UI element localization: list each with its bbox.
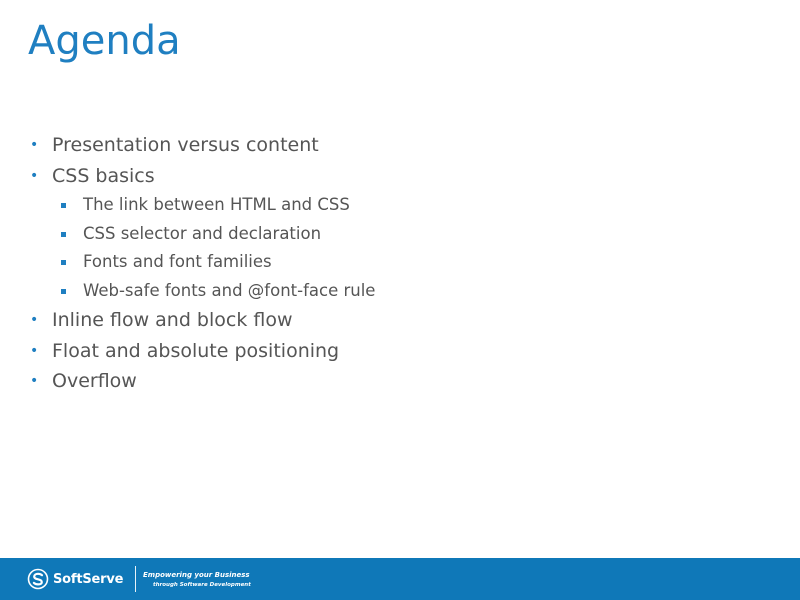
footer-divider bbox=[135, 566, 136, 592]
softserve-logo-icon bbox=[27, 568, 49, 590]
agenda-list bbox=[30, 130, 375, 397]
agenda-subitem-label: Web-safe fonts and @font-face rule bbox=[83, 280, 376, 300]
square-bullet-icon bbox=[61, 260, 66, 265]
agenda-subitem bbox=[30, 248, 375, 277]
tagline-line-1: Empowering your Business bbox=[143, 571, 250, 579]
agenda-sublist bbox=[30, 191, 375, 305]
square-bullet-icon bbox=[61, 289, 66, 294]
agenda-subitem-label: Fonts and font families bbox=[83, 252, 272, 271]
brand-name: SoftServe bbox=[53, 571, 124, 587]
bullet-dot-icon: • bbox=[30, 312, 39, 328]
agenda-item-label: Inline flow and block flow bbox=[52, 309, 293, 331]
tagline-line-2: through Software Development bbox=[153, 582, 251, 588]
agenda-subitem bbox=[30, 220, 375, 249]
agenda-item bbox=[30, 130, 375, 161]
agenda-subitem-label: The link between HTML and CSS bbox=[83, 195, 350, 214]
footer-tagline bbox=[143, 570, 251, 590]
agenda-subitem bbox=[30, 191, 375, 220]
bullet-dot-icon: • bbox=[30, 167, 39, 184]
agenda-item-label: Presentation versus content bbox=[52, 134, 319, 156]
footer-bar bbox=[0, 558, 800, 600]
agenda-item bbox=[30, 336, 375, 367]
square-bullet-icon bbox=[61, 232, 66, 237]
agenda-item bbox=[30, 366, 375, 397]
agenda-subitem bbox=[30, 277, 375, 306]
agenda-subitem-label: CSS selector and declaration bbox=[83, 223, 322, 243]
slide-title: Agenda bbox=[28, 18, 181, 64]
bullet-dot-icon: • bbox=[30, 342, 39, 359]
agenda-item-label: Overflow bbox=[52, 370, 137, 392]
agenda-item bbox=[30, 305, 375, 336]
agenda-item-label: CSS basics bbox=[52, 164, 155, 187]
agenda-item-label: Float and absolute positioning bbox=[52, 339, 340, 362]
agenda-item bbox=[30, 161, 375, 192]
square-bullet-icon bbox=[61, 203, 66, 208]
bullet-dot-icon: • bbox=[30, 373, 39, 389]
agenda-sublist-wrapper bbox=[30, 191, 375, 305]
softserve-logo bbox=[27, 566, 123, 592]
bullet-dot-icon: • bbox=[30, 137, 39, 153]
